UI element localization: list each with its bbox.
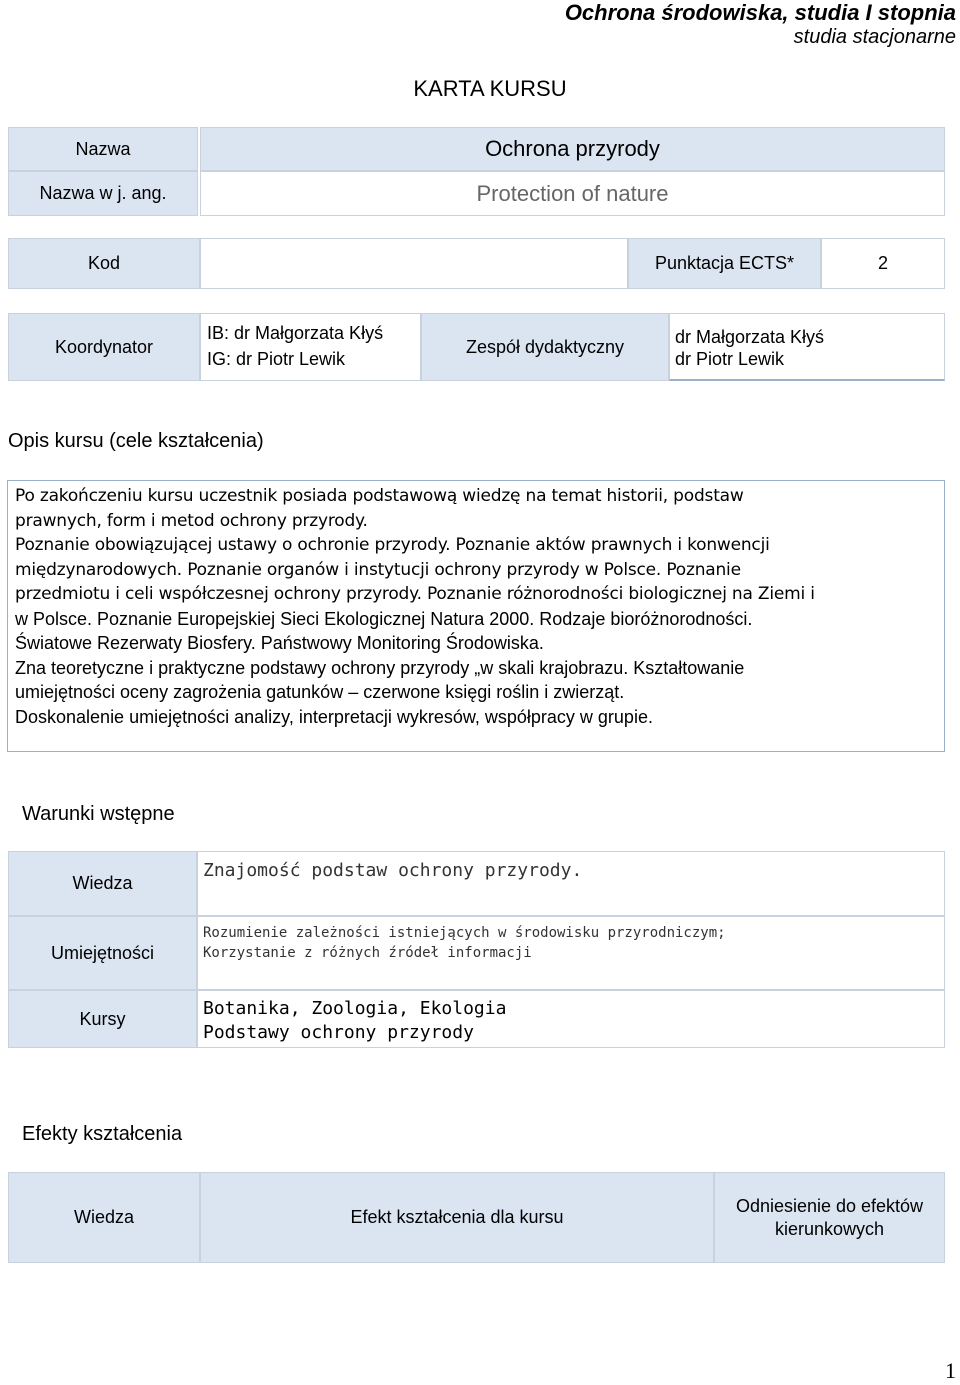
team-label <box>421 313 669 381</box>
description-line: Światowe Rezerwaty Biosfery. Państwowy Monitoring Środowiska. <box>15 633 544 653</box>
coordinator-label <box>8 313 200 381</box>
outcomes-col-reference <box>714 1172 945 1263</box>
name-en-label <box>8 171 198 216</box>
coordinator-line: IG: dr Piotr Lewik <box>207 349 346 369</box>
outcomes-col-reference-line: kierunkowych <box>774 1219 885 1239</box>
outcomes-col-effect <box>200 1172 714 1263</box>
ects-value-text: 2 <box>877 253 888 273</box>
courses-line: Podstawy ochrony przyrody <box>203 1022 474 1043</box>
ects-label-text: Punktacja ECTS* <box>654 253 795 273</box>
outcomes-col-effect-text: Efekt kształcenia dla kursu <box>350 1207 564 1227</box>
code-value <box>200 238 628 289</box>
description-line: prawnych, form i metod ochrony przyrody. <box>15 510 368 531</box>
courses-label-text: Kursy <box>79 1008 126 1029</box>
courses-line: Botanika, Zoologia, Ekologia <box>203 998 507 1019</box>
description-heading: Opis kursu (cele kształcenia) <box>8 430 264 452</box>
team-line: dr Małgorzata Kłyś <box>675 327 825 347</box>
ects-label <box>628 238 821 289</box>
name-value <box>200 127 945 171</box>
outcomes-col-reference-line: Odniesienie do efektów <box>735 1196 924 1216</box>
description-line: międzynarodowych. Poznanie organów i instytucji ochrony przyrody w Polsce. Poznanie <box>15 559 741 580</box>
course-name: Ochrona przyrody <box>485 136 660 161</box>
coordinator-value <box>200 313 421 381</box>
team-label-text: Zespół dydaktyczny <box>465 336 625 357</box>
description-line: w Polsce. Poznanie Europejskiej Sieci Ekologicznej Natura 2000. Rodzaje bioróżnorodności. <box>15 608 753 629</box>
ects-value <box>821 238 945 289</box>
outcomes-col-knowledge-text: Wiedza <box>73 1207 135 1227</box>
outcomes-heading: Efekty kształcenia <box>22 1123 183 1145</box>
skills-line: Rozumienie zależności istniejących w środowisku przyrodniczym; <box>203 925 726 941</box>
knowledge-text: Znajomość podstaw ochrony przyrody. <box>203 860 583 881</box>
code-label-text: Kod <box>87 253 121 273</box>
description-box <box>7 480 945 752</box>
page-number: 1 <box>945 1358 956 1383</box>
skills-label-text: Umiejętności <box>50 942 155 963</box>
prerequisites-heading: Warunki wstępne <box>22 803 175 825</box>
code-label <box>8 238 200 289</box>
description-line: Doskonalenie umiejętności analizy, interpretacji wykresów, współpracy w grupie. <box>15 706 653 727</box>
team-line: dr Piotr Lewik <box>675 349 785 369</box>
name-en-value <box>200 171 945 216</box>
name-label-text: Nazwa <box>75 138 131 159</box>
description-line: przedmiotu i celi współczesnej ochrony przyrody. Poznanie różnorodności biologicznej na Ziemi i <box>15 584 815 604</box>
outcomes-col-knowledge <box>8 1172 200 1263</box>
team-value <box>669 313 945 381</box>
skills-label <box>8 916 197 990</box>
courses-label <box>8 990 197 1048</box>
name-en-label-text: Nazwa w j. ang. <box>39 183 167 203</box>
study-mode: studia stacjonarne <box>793 26 956 48</box>
program-title: Ochrona środowiska, studia I stopnia <box>564 0 956 25</box>
courses-value <box>197 990 945 1048</box>
description-line: umiejętności oceny zagrożenia gatunków – czerwone księgi roślin i zwierząt. <box>15 682 625 702</box>
knowledge-label <box>8 851 197 916</box>
document-title: KARTA KURSU <box>413 76 567 101</box>
description-line: Po zakończeniu kursu uczestnik posiada podstawową wiedzę na temat historii, podstaw <box>15 486 744 506</box>
description-line: Poznanie obowiązującej ustawy o ochronie przyrody. Poznanie aktów prawnych i konwencji <box>15 535 770 555</box>
knowledge-label-text: Wiedza <box>72 873 133 893</box>
coordinator-label-text: Koordynator <box>54 336 154 357</box>
coordinator-line: IB: dr Małgorzata Kłyś <box>207 323 384 343</box>
course-name-en: Protection of nature <box>476 180 669 206</box>
name-label <box>8 127 198 171</box>
skills-value <box>197 916 945 990</box>
skills-line: Korzystanie z różnych źródeł informacji <box>203 945 532 961</box>
knowledge-value <box>197 851 945 916</box>
description-line: Zna teoretyczne i praktyczne podstawy ochrony przyrody „w skali krajobrazu. Kształtowanie <box>15 657 745 678</box>
